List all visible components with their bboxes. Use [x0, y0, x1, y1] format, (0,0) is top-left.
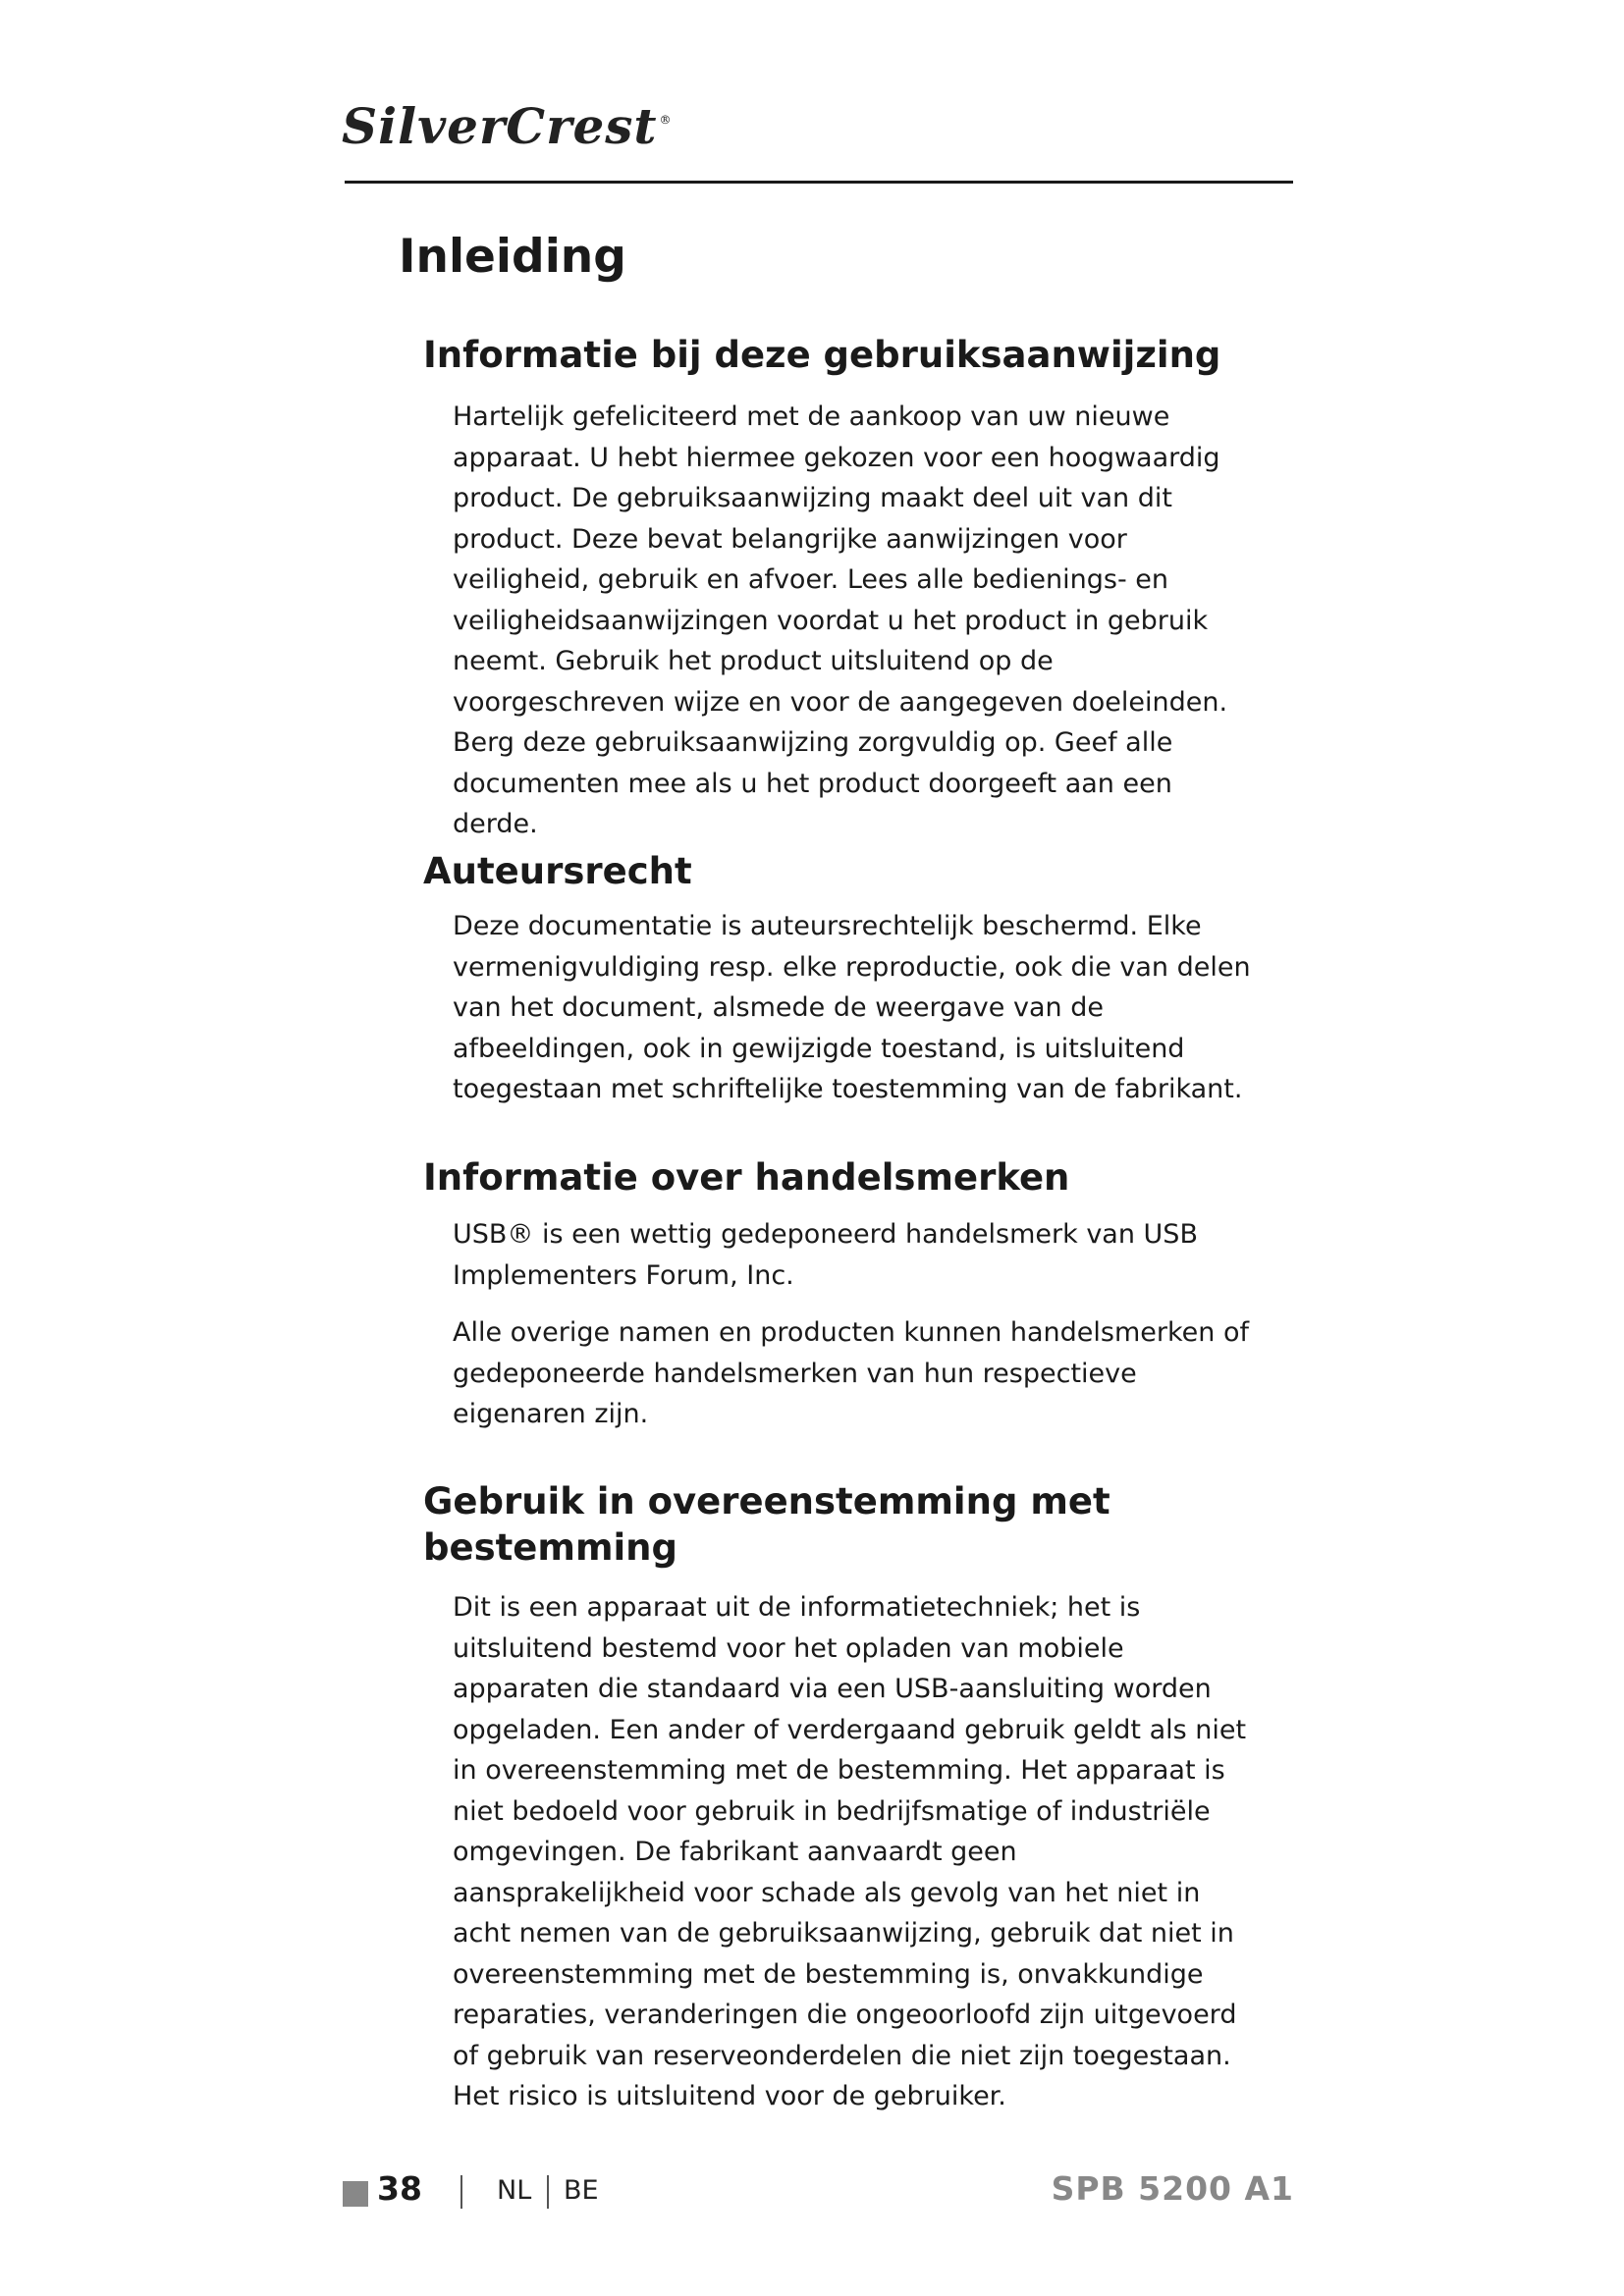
- footer-language-nl: NL: [497, 2175, 532, 2206]
- silvercrest-logo: [342, 97, 673, 155]
- footer-divider: [460, 2175, 462, 2209]
- section-heading-gebruiksaanwijzing: Informatie bij deze gebruiksaanwijzing: [423, 334, 1221, 376]
- logo-text: SilverCrest: [342, 97, 658, 155]
- footer-language-be: BE: [564, 2175, 599, 2206]
- section-paragraph: Alle overige namen en producten kunnen handelsmerken of gedeponeerde handelsmerken van hun respectieve eigenaren zijn.: [453, 1317, 1249, 1429]
- section-heading-auteursrecht: Auteursrecht: [423, 850, 692, 892]
- page-title: Inleiding: [399, 230, 626, 284]
- header-rule: [345, 181, 1293, 184]
- page-number: 38: [377, 2169, 422, 2208]
- section-paragraph: Deze documentatie is auteursrechtelijk beschermd. Elke vermenigvuldiging resp. elke reproductie, ook die van delen van het document, alsmede de weergave van de afbeeldingen, ook in gewijzigde toestand, is uitsluitend toegestaan met schriftelijke toestemming van de fabrikant.: [453, 911, 1251, 1104]
- footer-divider: [547, 2175, 549, 2209]
- model-number: SPB 5200 A1: [1051, 2169, 1294, 2208]
- page-marker-square: [343, 2181, 368, 2207]
- section-paragraph: USB® is een wettig gedeponeerd handelsmerk van USB Implementers Forum, Inc.: [453, 1219, 1198, 1291]
- section-heading-bestemming: Gebruik in overeenstemming met bestemming: [423, 1480, 1110, 1569]
- section-paragraph: Dit is een apparaat uit de informatietechniek; het is uitsluitend bestemd voor het opladen van mobiele apparaten die standaard via een USB-aansluiting worden opgeladen. Een ander of verdergaand gebruik geldt als niet in overeenstemming met de bestemming. Het apparaat is niet bedoeld voor gebruik in bedrijfsmatige of industriële omgevingen. De fabrikant aanvaardt geen aansprakelijkheid voor schade als gevolg van het niet in acht nemen van de gebruiksaanwijzing, gebruik dat niet in overeenstemming met de bestemming is, onvakkundige reparaties, veranderingen die ongeoorloofd zijn uitgevoerd of gebruik van reserveonderdelen die niet zijn toegestaan. Het risico is uitsluitend voor de gebruiker.: [453, 1592, 1247, 2111]
- registered-mark: ®: [659, 113, 673, 127]
- section-paragraph: Hartelijk gefeliciteerd met de aankoop van uw nieuwe apparaat. U hebt hiermee gekozen voor een hoogwaardig product. De gebruiksaanwijzing maakt deel uit van dit product. Deze bevat belangrijke aanwijzingen voor veiligheid, gebruik en afvoer. Lees alle bedienings- en veiligheidsaanwijzingen voordat u het product in gebruik neemt. Gebruik het product uitsluitend op de voorgeschreven wijze en voor de aangegeven doeleinden.: [453, 401, 1228, 718]
- section-paragraph: Berg deze gebruiksaanwijzing zorgvuldig op. Geef alle documenten mee als u het product doorgeeft aan een derde.: [453, 727, 1173, 839]
- section-heading-handelsmerken: Informatie over handelsmerken: [423, 1156, 1070, 1199]
